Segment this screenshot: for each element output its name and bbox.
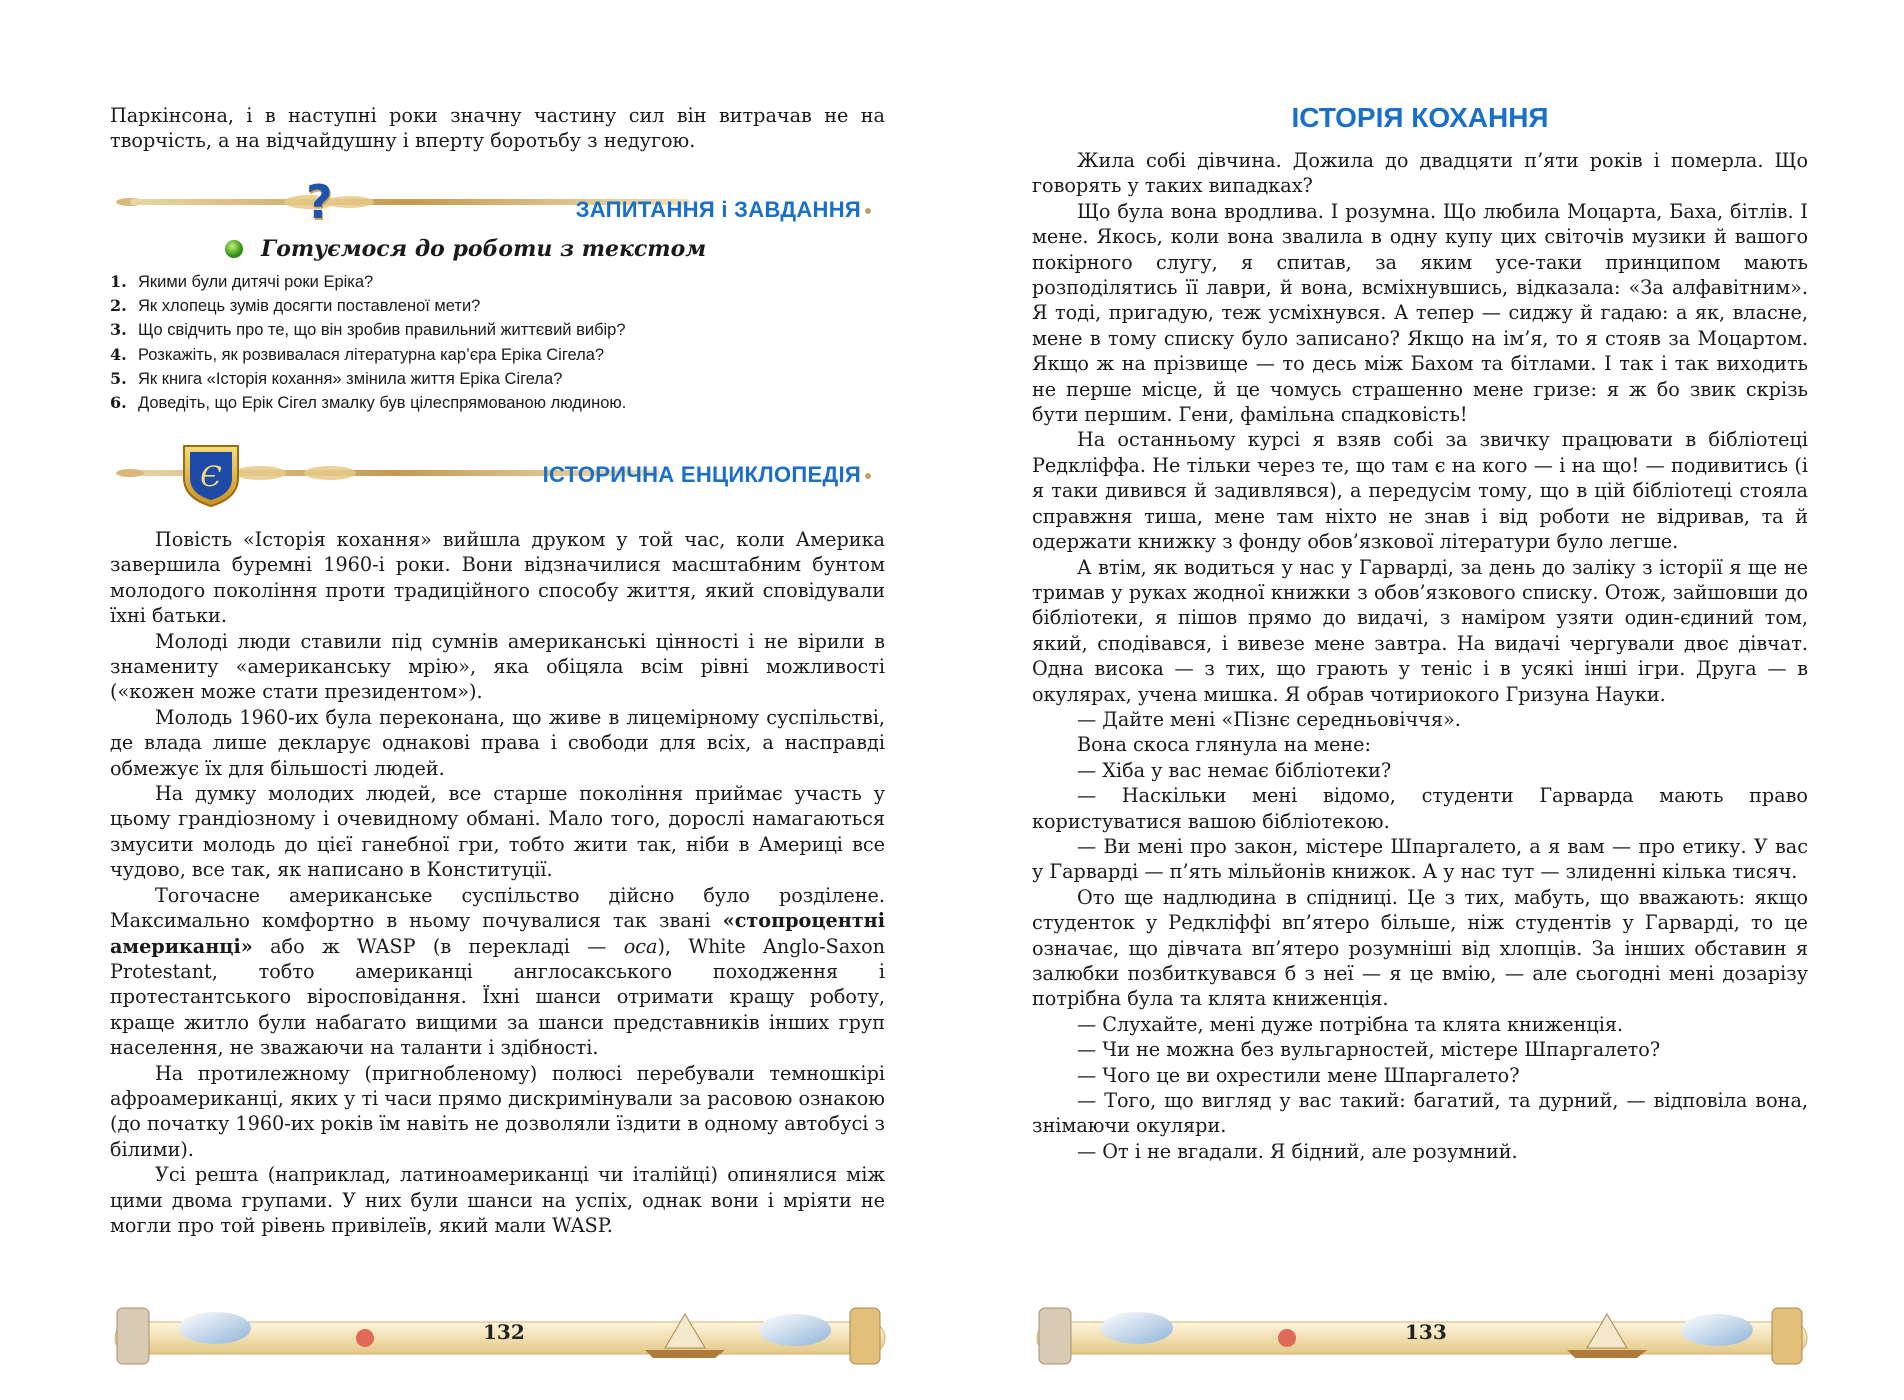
questions-list	[110, 270, 885, 415]
paragraph: Повість «Історія кохання» вийшла друком у той час, коли Америка завершила буремні 1960-і роки. Вони відзначилися масштабним бунтом молодого покоління проти традиційного способу життя, який сповідували їхні батьки.	[110, 528, 885, 628]
paragraph: — Чи не можна без вульгарностей, містере Шпаргалето?	[1077, 1038, 1661, 1062]
list-item: 4. Розкажіть, як розвивалася літературна кар’єра Еріка Сігела?	[110, 344, 605, 364]
paragraph: Молоді люди ставили під сумнів американські цінності і не вірили в знамениту «американську мрію», яка обіцяла всім рівні можливості («кожен може стати президентом»).	[110, 629, 885, 704]
paragraph: На думку молодих людей, все старше покоління приймає участь у цьому грандіозному і очевидному обмані. Мало того, дорослі намагаються змусити молодь до цієї ганебної гри, тобто жити так, ніби в Америці все чудово, все так, як написано в Конституції.	[110, 782, 885, 882]
paragraph: Усі решта (наприклад, латиноамериканці чи італійці) опинялися між цими двома групами. У них були шанси на успіх, однак вони і мріяти не могли про той рівень привілеїв, який мали WASP.	[110, 1163, 885, 1237]
paragraph: — Слухайте, мені дуже потрібна та клята книженція.	[1077, 1012, 1624, 1036]
green-bullet-icon	[225, 240, 243, 258]
ornamental-footer	[1027, 1300, 1817, 1370]
paragraph: Тогочасне американське суспільство дійсно було розділене. Максимально комфортно в ньому почувалися так звані «стопроцентні американці» або ж WASP (в перекладі — оса), White Anglo-Saxon Protestant, тобто американці англосакського походження і протестантського віросповідання. Їхні шанси отримати кращу роботу, краще житло були набагато вищими за шанси представників інших груп населення, не зважаючи на таланти і здібності.	[110, 883, 885, 1060]
question-mark-icon: ?	[306, 175, 333, 229]
paragraph: Ото ще надлюдина в спідниці. Це з тих, мабуть, що вважають: якщо студенток у Редкліффі вп’ятеро більше, ніж студентів у Гарварді, то це означає, що дівчата вп’ятеро розумніші від хлопців. За інших обставин я залюбки позбиткувався б з неї — я це вмію, — але сьогодні мені дозарізу потрібна була та клята книженція.	[1032, 885, 1808, 1011]
paragraph: — Ви мені про закон, містере Шпаргалето, а я вам — про етику. У вас у Гарварді — п’ять мільйонів книжок. А у нас тут — злиденні кілька тисяч.	[1032, 834, 1808, 884]
left-intro	[110, 103, 885, 154]
left-page	[110, 0, 885, 1400]
list-item: 5. Як книга «Історія кохання» змінила життя Еріка Сігела?	[110, 368, 563, 388]
page-number: 132	[483, 1320, 525, 1344]
intro-paragraph: Паркінсона, і в наступні роки значну частину сил він витрачав не на творчість, а на відчайдушну і вперту боротьбу з недугою.	[110, 104, 885, 153]
ornamental-footer	[105, 1300, 895, 1370]
list-item: 3. Що свідчить про те, що він зробив правильний життєвий вибір?	[110, 320, 626, 340]
subheading	[225, 236, 706, 262]
page-number: 133	[1405, 1320, 1447, 1344]
paragraph: А втім, як водиться у нас у Гарварді, за день до заліку з історії я ще не тримав у руках жодної книжки з обов’язкового списку. Отож, зайшовши до бібліотеки, я пішов прямо до видачі, з наміром узяти один-єдиний том, який, сподівався, і вивезе мене завтра. На видачі чергували двоє дівчат. Одна висока — з тих, що грають у теніс і в усякі інші ігри. Друга — в окулярах, учена мишка. Я обрав чотириокого Гризуна Науки.	[1032, 555, 1808, 706]
questions-banner	[110, 175, 885, 245]
paragraph: На протилежному (пригнобленому) полюсі перебували темношкірі афроамериканці, яких у ті часи прямо дискримінували за расовою ознакою (до початку 1960-их років їм навіть не дозволяли їздити в одному автобусі з білими).	[110, 1061, 885, 1161]
questions-banner-title: ЗАПИТАННЯ і ЗАВДАННЯ	[576, 197, 871, 223]
paragraph: — От і не вгадали. Я бідний, але розумний.	[1077, 1139, 1518, 1163]
story-title: ІСТОРІЯ КОХАННЯ	[1291, 102, 1549, 133]
paragraph: Вона скоса глянула на мене:	[1077, 733, 1371, 757]
paragraph: На останньому курсі я взяв собі за звичку працювати в бібліотеці Редкліффа. Не тільки через те, що там є на кого — і на що! — подивитись (і я таки дивився й задивлявся), а передусім тому, що в цій бібліотеці стояла справжня тиша, мене там ніхто не знав і від роботи не відривав, та й одержати книжку з фонду обов’язкової літератури було легше.	[1032, 428, 1808, 554]
list-item: 2. Як хлопець зумів досягти поставленої мети?	[110, 296, 481, 316]
list-item: 1. Якими були дитячі роки Еріка?	[110, 272, 374, 291]
paragraph: — Дайте мені «Пізнє середньовіччя».	[1077, 707, 1461, 731]
paragraph: Що була вона вродлива. І розумна. Що любила Моцарта, Баха, бітлів. І мене. Якось, коли вона звалила в одну купу цих світочів музики й вашого покірного слугу, я спитав, за яким усе-таки принципом мають розподілятись її лаври, й вона, всміхнувшись, відказала: «За алфавітним». Я тоді, пригадую, теж усміхнувся. А тепер — сиджу й гадаю: а як, власне, мене в тому списку було записано? Якщо на ім’я, то я стояв за Моцартом. Якщо ж на прізвище — то десь між Бахом та бітлами. І так і так виходить не перше місце, й це чомусь страшенно мене гризе: я ж бо звик скрізь бути першим. Гени, фамільна спадковість!	[1032, 199, 1808, 427]
right-page	[1032, 0, 1808, 1400]
encyclopedia-banner-title: ІСТОРИЧНА ЕНЦИКЛОПЕДІЯ	[543, 462, 871, 488]
paragraph: — Наскільки мені відомо, студенти Гарварда мають право користуватися вашою бібліотекою.	[1032, 784, 1808, 833]
svg-text:Є: Є	[200, 460, 222, 493]
encyclopedia-text	[110, 527, 885, 1238]
paragraph: — Чого це ви охрестили мене Шпаргалето?	[1077, 1063, 1520, 1087]
paragraph: — Хіба у вас немає бібліотеки?	[1077, 758, 1392, 782]
paragraph: Жила собі дівчина. Дожила до двадцяти п’яти років і померла. Що говорять у таких випадках?	[1032, 149, 1808, 198]
subheading-text: Готуємося до роботи з текстом	[261, 236, 707, 262]
paragraph: — Того, що вигляд у вас такий: багатий, та дурний, — відповіла вона, знімаючи окуляри.	[1032, 1089, 1808, 1138]
encyclopedia-crest-icon	[180, 442, 242, 508]
list-item: 6. Доведіть, що Ерік Сігел змалку був цілеспрямованою людиною.	[110, 393, 627, 413]
story-text	[1032, 148, 1808, 1164]
paragraph: Молодь 1960-их була переконана, що живе в лицемірному суспільстві, де влада лише декларує однакові права і свободи для всіх, а насправді обмежує їх для більшості людей.	[110, 705, 885, 780]
